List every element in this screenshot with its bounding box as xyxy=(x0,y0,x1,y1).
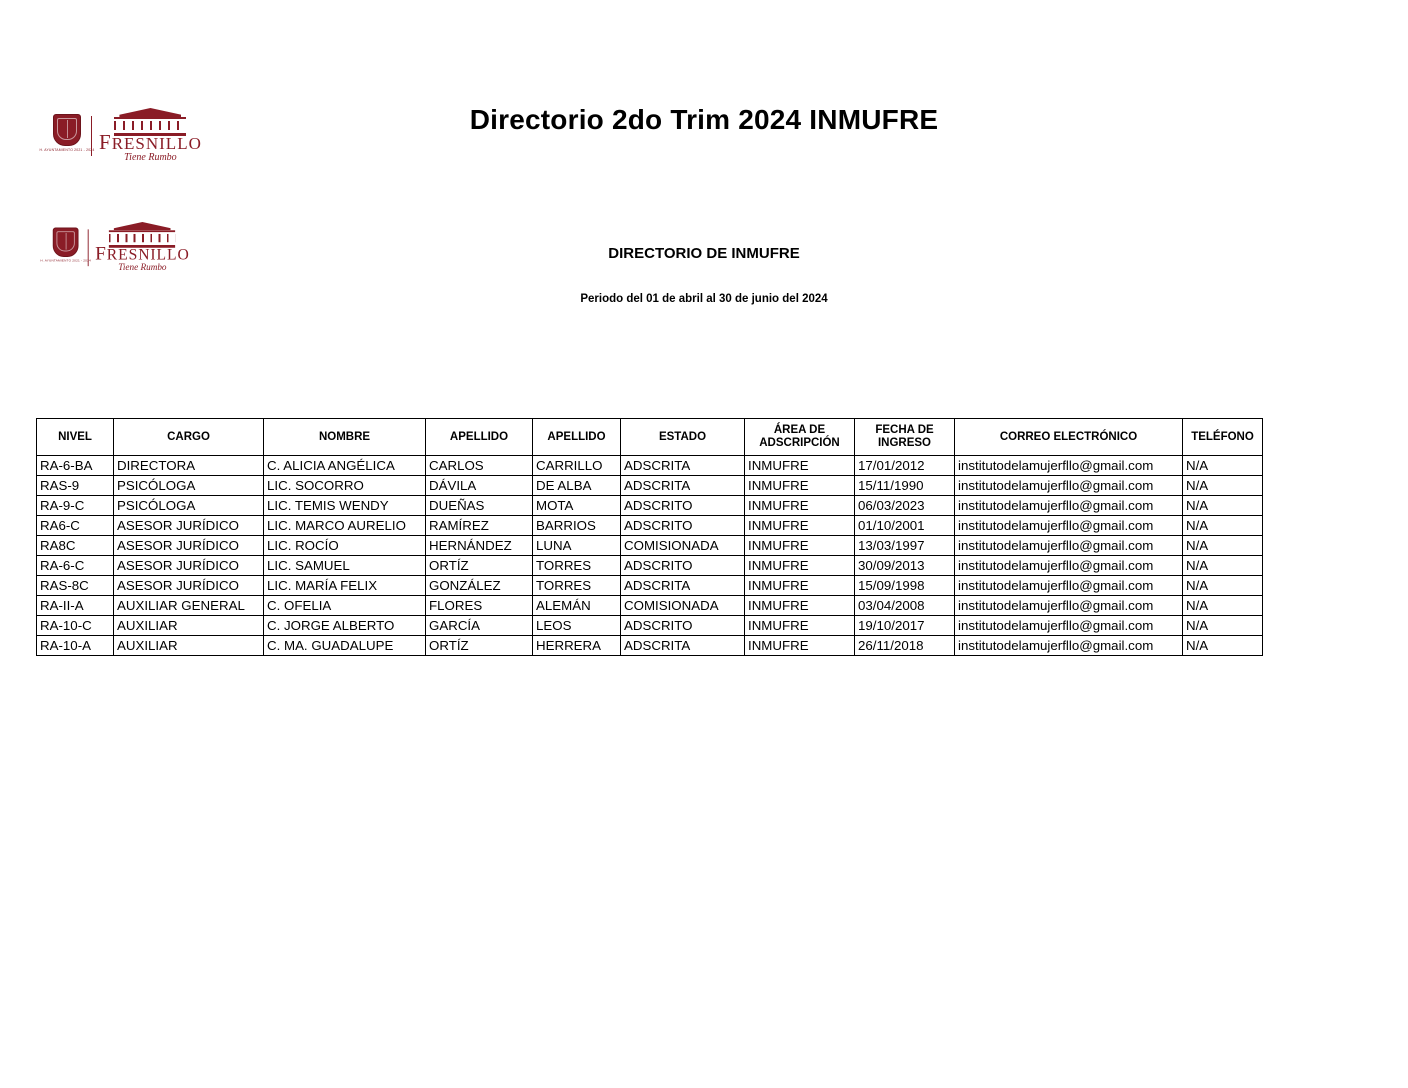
crest-caption: H. AYUNTAMIENTO 2021 - 2024 xyxy=(40,258,91,263)
fresnillo-word: FRESNILLO xyxy=(95,242,190,265)
cell-nivel: RA-II-A xyxy=(37,596,114,616)
cell-telefono: N/A xyxy=(1183,556,1263,576)
cell-correo: institutodelamujerfllo@gmail.com xyxy=(955,476,1183,496)
cell-correo: institutodelamujerfllo@gmail.com xyxy=(955,536,1183,556)
cell-cargo: PSICÓLOGA xyxy=(114,496,264,516)
cell-nombre: LIC. SAMUEL xyxy=(264,556,426,576)
column-header-area-adscripcion: ÁREA DE ADSCRIPCIÓN xyxy=(745,419,855,456)
cell-apellido-2: HERRERA xyxy=(533,636,621,656)
table-row xyxy=(37,536,1263,556)
cell-telefono: N/A xyxy=(1183,596,1263,616)
cell-estado: ADSCRITO xyxy=(621,496,745,516)
column-header-cargo: CARGO xyxy=(114,419,264,456)
cell-estado: ADSCRITA xyxy=(621,636,745,656)
cell-area: INMUFRE xyxy=(745,556,855,576)
cell-cargo: ASESOR JURÍDICO xyxy=(114,556,264,576)
cell-nivel: RA-10-C xyxy=(37,616,114,636)
cell-apellido-1: DUEÑAS xyxy=(426,496,533,516)
cell-nombre: LIC. ROCÍO xyxy=(264,536,426,556)
cell-telefono: N/A xyxy=(1183,636,1263,656)
cell-apellido-1: ORTÍZ xyxy=(426,636,533,656)
cell-telefono: N/A xyxy=(1183,516,1263,536)
cell-nivel: RA-6-BA xyxy=(37,456,114,476)
cell-apellido-1: FLORES xyxy=(426,596,533,616)
cell-nombre: LIC. SOCORRO xyxy=(264,476,426,496)
cell-correo: institutodelamujerfllo@gmail.com xyxy=(955,616,1183,636)
table-row xyxy=(37,636,1263,656)
directory-table-container xyxy=(36,418,1262,656)
cell-apellido-1: CARLOS xyxy=(426,456,533,476)
cell-area: INMUFRE xyxy=(745,496,855,516)
cell-estado: ADSCRITO xyxy=(621,556,745,576)
cell-apellido-1: GARCÍA xyxy=(426,616,533,636)
table-row xyxy=(37,496,1263,516)
cell-apellido-2: LUNA xyxy=(533,536,621,556)
cell-area: INMUFRE xyxy=(745,516,855,536)
cell-apellido-2: DE ALBA xyxy=(533,476,621,496)
cell-correo: institutodelamujerfllo@gmail.com xyxy=(955,596,1183,616)
cell-fecha: 13/03/1997 xyxy=(855,536,955,556)
fresnillo-tagline: Tiene Rumbo xyxy=(118,262,167,273)
cell-apellido-1: RAMÍREZ xyxy=(426,516,533,536)
cell-apellido-1: DÁVILA xyxy=(426,476,533,496)
cell-nivel: RA-10-A xyxy=(37,636,114,656)
cell-fecha: 15/09/1998 xyxy=(855,576,955,596)
cell-telefono: N/A xyxy=(1183,476,1263,496)
page-title: Directorio 2do Trim 2024 INMUFRE xyxy=(469,104,939,135)
cell-estado: ADSCRITO xyxy=(621,616,745,636)
cell-cargo: ASESOR JURÍDICO xyxy=(114,576,264,596)
cell-fecha: 19/10/2017 xyxy=(855,616,955,636)
column-header-estado: ESTADO xyxy=(621,419,745,456)
cell-nombre: C. MA. GUADALUPE xyxy=(264,636,426,656)
cell-nivel: RA8C xyxy=(37,536,114,556)
cell-cargo: ASESOR JURÍDICO xyxy=(114,536,264,556)
crest-caption: H. AYUNTAMIENTO 2021 - 2024 xyxy=(39,147,95,152)
cell-estado: ADSCRITA xyxy=(621,456,745,476)
cell-estado: COMISIONADA xyxy=(621,596,745,616)
table-row xyxy=(37,516,1263,536)
cell-nombre: LIC. TEMIS WENDY xyxy=(264,496,426,516)
cell-telefono: N/A xyxy=(1183,616,1263,636)
cell-correo: institutodelamujerfllo@gmail.com xyxy=(955,496,1183,516)
cell-nivel: RA-6-C xyxy=(37,556,114,576)
cell-area: INMUFRE xyxy=(745,456,855,476)
cell-fecha: 06/03/2023 xyxy=(855,496,955,516)
cell-apellido-1: GONZÁLEZ xyxy=(426,576,533,596)
column-header-correo: CORREO ELECTRÓNICO xyxy=(955,419,1183,456)
cell-cargo: ASESOR JURÍDICO xyxy=(114,516,264,536)
cell-nombre: C. JORGE ALBERTO xyxy=(264,616,426,636)
cell-nombre: C. ALICIA ANGÉLICA xyxy=(264,456,426,476)
cell-cargo: AUXILIAR GENERAL xyxy=(114,596,264,616)
cell-fecha: 30/09/2013 xyxy=(855,556,955,576)
cell-correo: institutodelamujerfllo@gmail.com xyxy=(955,516,1183,536)
table-row xyxy=(37,616,1263,636)
cell-area: INMUFRE xyxy=(745,576,855,596)
kiosk-icon xyxy=(107,222,179,246)
cell-nivel: RAS-8C xyxy=(37,576,114,596)
cell-area: INMUFRE xyxy=(745,636,855,656)
cell-apellido-2: MOTA xyxy=(533,496,621,516)
cell-fecha: 01/10/2001 xyxy=(855,516,955,536)
period-label: Periodo del 01 de abril al 30 de junio del 2024 xyxy=(580,293,828,305)
table-row xyxy=(37,476,1263,496)
cell-telefono: N/A xyxy=(1183,496,1263,516)
cell-fecha: 26/11/2018 xyxy=(855,636,955,656)
cell-area: INMUFRE xyxy=(745,596,855,616)
cell-correo: institutodelamujerfllo@gmail.com xyxy=(955,636,1183,656)
cell-fecha: 03/04/2008 xyxy=(855,596,955,616)
cell-telefono: N/A xyxy=(1183,456,1263,476)
cell-cargo: AUXILIAR xyxy=(114,616,264,636)
cell-estado: ADSCRITA xyxy=(621,576,745,596)
column-header-apellido-2: APELLIDO xyxy=(533,419,621,456)
cell-apellido-2: BARRIOS xyxy=(533,516,621,536)
cell-nivel: RAS-9 xyxy=(37,476,114,496)
cell-cargo: DIRECTORA xyxy=(114,456,264,476)
directory-table xyxy=(36,418,1263,656)
cell-area: INMUFRE xyxy=(745,476,855,496)
cell-cargo: AUXILIAR xyxy=(114,636,264,656)
cell-nombre: LIC. MARÍA FELIX xyxy=(264,576,426,596)
section-title: DIRECTORIO DE INMUFRE xyxy=(608,245,800,262)
cell-area: INMUFRE xyxy=(745,616,855,636)
cell-estado: COMISIONADA xyxy=(621,536,745,556)
fresnillo-word: FRESNILLO xyxy=(99,130,202,154)
column-header-telefono: TELÉFONO xyxy=(1183,419,1263,456)
table-row xyxy=(37,556,1263,576)
cell-area: INMUFRE xyxy=(745,536,855,556)
table-row xyxy=(37,456,1263,476)
column-header-apellido-1: APELLIDO xyxy=(426,419,533,456)
cell-nombre: C. OFELIA xyxy=(264,596,426,616)
cell-nombre: LIC. MARCO AURELIO xyxy=(264,516,426,536)
cell-cargo: PSICÓLOGA xyxy=(114,476,264,496)
cell-apellido-2: TORRES xyxy=(533,576,621,596)
cell-estado: ADSCRITA xyxy=(621,476,745,496)
cell-telefono: N/A xyxy=(1183,576,1263,596)
cell-apellido-2: CARRILLO xyxy=(533,456,621,476)
column-header-fecha-ingreso: FECHA DE INGRESO xyxy=(855,419,955,456)
cell-apellido-2: LEOS xyxy=(533,616,621,636)
cell-estado: ADSCRITO xyxy=(621,516,745,536)
cell-apellido-1: ORTÍZ xyxy=(426,556,533,576)
table-row xyxy=(37,576,1263,596)
cell-apellido-2: ALEMÁN xyxy=(533,596,621,616)
cell-telefono: N/A xyxy=(1183,536,1263,556)
cell-apellido-2: TORRES xyxy=(533,556,621,576)
fresnillo-tagline: Tiene Rumbo xyxy=(124,152,177,163)
cell-correo: institutodelamujerfllo@gmail.com xyxy=(955,576,1183,596)
cell-fecha: 17/01/2012 xyxy=(855,456,955,476)
cell-nivel: RA6-C xyxy=(37,516,114,536)
cell-apellido-1: HERNÁNDEZ xyxy=(426,536,533,556)
table-header-row xyxy=(37,419,1263,456)
cell-correo: institutodelamujerfllo@gmail.com xyxy=(955,456,1183,476)
cell-correo: institutodelamujerfllo@gmail.com xyxy=(955,556,1183,576)
cell-fecha: 15/11/1990 xyxy=(855,476,955,496)
table-row xyxy=(37,596,1263,616)
cell-nivel: RA-9-C xyxy=(37,496,114,516)
column-header-nombre: NOMBRE xyxy=(264,419,426,456)
column-header-nivel: NIVEL xyxy=(37,419,114,456)
